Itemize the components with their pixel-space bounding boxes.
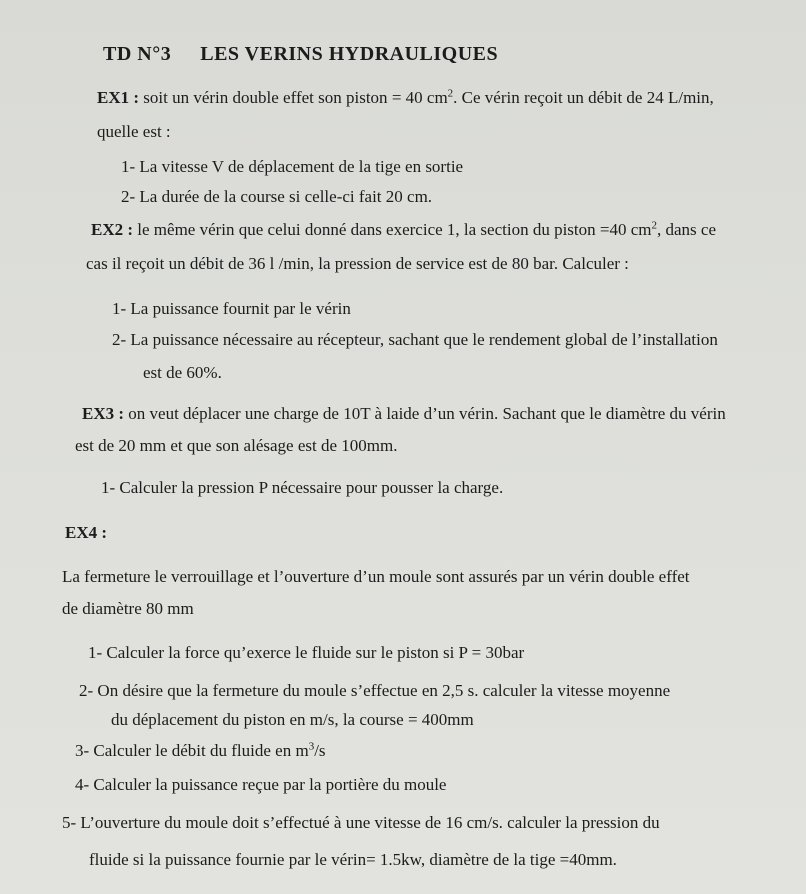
- page-title: [103, 43, 498, 65]
- ex1-intro: EX1 : soit un vérin double effet son piston = 40 $cm^2$. Ce vérin reçoit un débit de 24 L/min,: [97, 87, 714, 107]
- ex1-question-1: 1- La vitesse V de déplacement de la tige en sortie: [121, 157, 464, 176]
- ex4-question-3: 3- Calculer le débit du fluide en $m^3/s$: [75, 740, 326, 760]
- ex2-question-2: 2- La puissance nécessaire au récepteur, sachant que le rendement global de l’installation: [112, 330, 718, 349]
- ex4-intro-line2: de diamètre 80 mm: [62, 599, 194, 618]
- ex4-question-5: 5- L’ouverture du moule doit s’effectué à une vitesse de 16 cm/s. calculer la pression du: [62, 813, 660, 832]
- ex2-intro-line2: cas il reçoit un débit de 36 l /min, la pression de service est de 80 bar. Calculer :: [86, 254, 629, 273]
- ex4-label: EX4 :: [65, 523, 108, 542]
- ex2-intro: EX2 : le même vérin que celui donné dans exercice 1, la section du piston =40 $cm^2$, dans ce: [91, 219, 717, 239]
- ex1-intro-line2: quelle est :: [97, 122, 171, 141]
- ex4-question-5-cont: fluide si la puissance fournie par le vérin= 1.5kw, diamètre de la tige =40mm.: [89, 850, 617, 869]
- ex4-question-2: 2- On désire que la fermeture du moule s’effectue en 2,5 s. calculer la vitesse moyenne: [79, 681, 671, 700]
- ex4-question-4: 4- Calculer la puissance reçue par la portière du moule: [75, 775, 447, 794]
- ex2-label: EX2 :: [91, 220, 134, 239]
- ex4-question-2-cont: du déplacement du piston en m/s, la course = 400mm: [111, 710, 474, 729]
- ex4-intro: La fermeture le verrouillage et l’ouverture d’un moule sont assurés par un vérin double effet: [62, 567, 690, 586]
- ex2-question-2-cont: est de 60%.: [143, 363, 222, 382]
- ex3-label: EX3 :: [82, 404, 125, 423]
- ex2-question-1: 1- La puissance fournit par le vérin: [112, 299, 351, 318]
- ex4-question-1: 1- Calculer la force qu’exerce le fluide sur le piston si P = 30bar: [88, 643, 525, 662]
- title-number: TD N°3: [103, 43, 172, 65]
- ex3-intro: EX3 : on veut déplacer une charge de 10T à laide d’un vérin. Sachant que le diamètre du vérin: [82, 404, 726, 423]
- ex1-question-2: 2- La durée de la course si celle-ci fait 20 cm.: [121, 187, 433, 206]
- ex1-label: EX1 :: [97, 88, 140, 107]
- ex3-question-1: 1- Calculer la pression P nécessaire pour pousser la charge.: [101, 478, 504, 497]
- ex3-intro-line2: est de 20 mm et que son alésage est de 100mm.: [75, 436, 398, 455]
- title-text: LES VERINS HYDRAULIQUES: [200, 43, 499, 65]
